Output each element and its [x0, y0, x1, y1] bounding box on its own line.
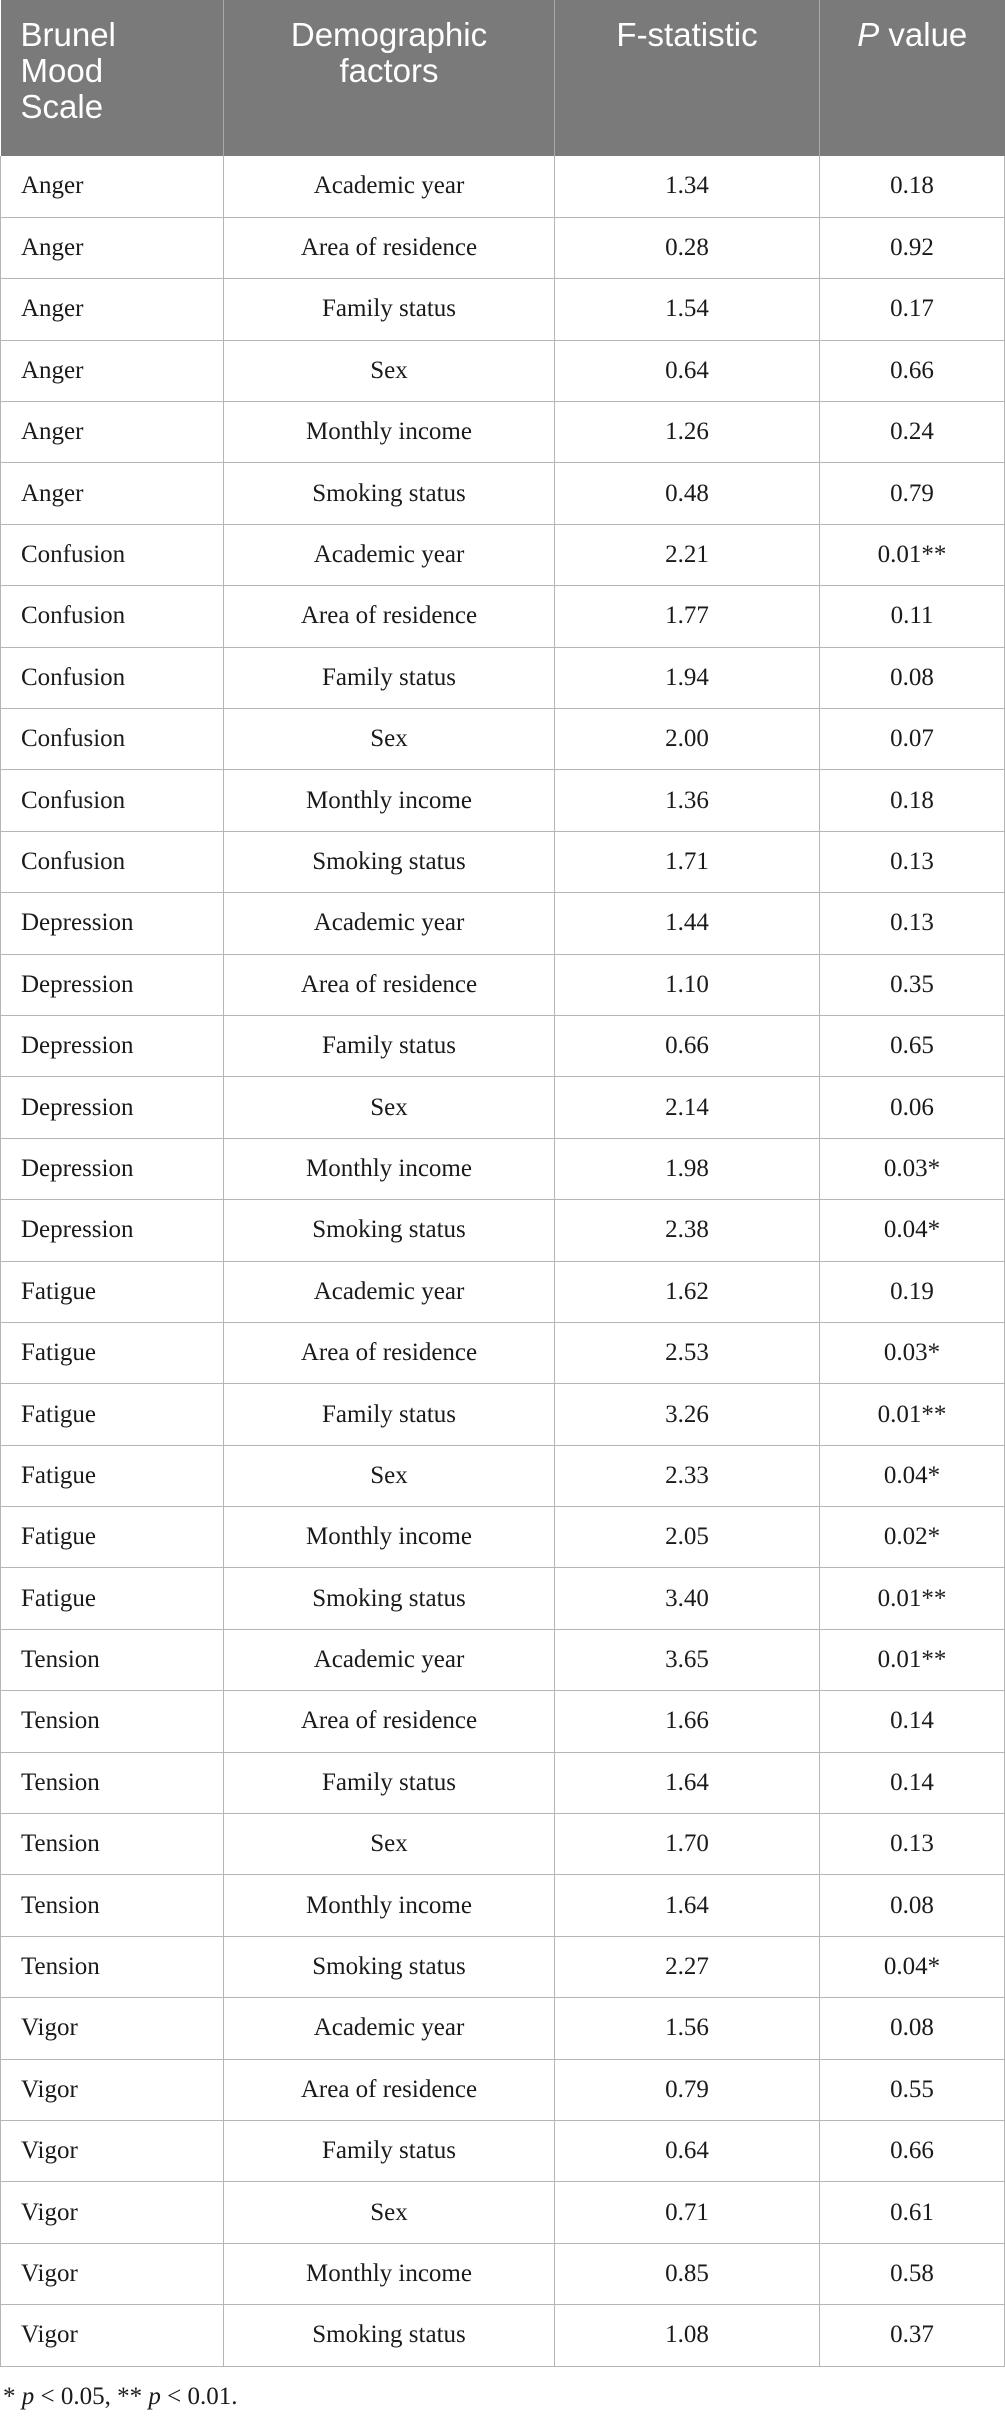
table-row — [1, 586, 1005, 647]
cell-p-value: 0.02* — [820, 1507, 1005, 1568]
cell-mood-scale: Depression — [1, 893, 224, 954]
cell-demographic-factor: Family status — [224, 1015, 555, 1076]
cell-f-statistic: 0.48 — [555, 463, 820, 524]
table-row — [1, 1998, 1005, 2059]
cell-p-value: 0.37 — [820, 2305, 1005, 2366]
cell-f-statistic: 1.34 — [555, 156, 820, 217]
cell-demographic-factor: Monthly income — [224, 770, 555, 831]
footnote-p-italic: p — [148, 2383, 161, 2410]
table-header — [1, 0, 1005, 156]
cell-demographic-factor: Smoking status — [224, 1936, 555, 1997]
cell-mood-scale: Fatigue — [1, 1445, 224, 1506]
cell-f-statistic: 2.38 — [555, 1200, 820, 1261]
cell-f-statistic: 1.08 — [555, 2305, 820, 2366]
cell-demographic-factor: Area of residence — [224, 1691, 555, 1752]
cell-p-value: 0.08 — [820, 1998, 1005, 2059]
cell-mood-scale: Tension — [1, 1691, 224, 1752]
header-brunel-mood-scale — [1, 0, 224, 156]
header-text: F-statistic — [616, 16, 758, 53]
cell-mood-scale: Vigor — [1, 2059, 224, 2120]
cell-demographic-factor: Monthly income — [224, 1138, 555, 1199]
cell-demographic-factor: Sex — [224, 1445, 555, 1506]
cell-p-value: 0.24 — [820, 402, 1005, 463]
cell-p-value: 0.13 — [820, 831, 1005, 892]
footnote-p-italic: p — [21, 2383, 35, 2410]
cell-f-statistic: 3.65 — [555, 1629, 820, 1690]
cell-mood-scale: Anger — [1, 156, 224, 217]
cell-p-value: 0.13 — [820, 1814, 1005, 1875]
table-row — [1, 831, 1005, 892]
cell-p-value: 0.58 — [820, 2243, 1005, 2304]
cell-mood-scale: Fatigue — [1, 1261, 224, 1322]
cell-demographic-factor: Academic year — [224, 893, 555, 954]
cell-f-statistic: 1.44 — [555, 893, 820, 954]
table-row — [1, 524, 1005, 585]
cell-p-value: 0.08 — [820, 1875, 1005, 1936]
cell-f-statistic: 0.79 — [555, 2059, 820, 2120]
cell-f-statistic: 1.98 — [555, 1138, 820, 1199]
table-row — [1, 1936, 1005, 1997]
cell-mood-scale: Fatigue — [1, 1507, 224, 1568]
cell-f-statistic: 0.85 — [555, 2243, 820, 2304]
cell-demographic-factor: Family status — [224, 647, 555, 708]
cell-p-value: 0.04* — [820, 1445, 1005, 1506]
cell-f-statistic: 1.62 — [555, 1261, 820, 1322]
cell-demographic-factor: Monthly income — [224, 2243, 555, 2304]
table-row — [1, 156, 1005, 217]
cell-p-value: 0.35 — [820, 954, 1005, 1015]
table-row — [1, 340, 1005, 401]
cell-f-statistic: 0.71 — [555, 2182, 820, 2243]
cell-p-value: 0.08 — [820, 647, 1005, 708]
cell-f-statistic: 2.21 — [555, 524, 820, 585]
cell-demographic-factor: Sex — [224, 1077, 555, 1138]
table-row — [1, 2243, 1005, 2304]
cell-mood-scale: Anger — [1, 463, 224, 524]
cell-p-value: 0.66 — [820, 2121, 1005, 2182]
cell-f-statistic: 3.26 — [555, 1384, 820, 1445]
cell-f-statistic: 1.66 — [555, 1691, 820, 1752]
table-row — [1, 463, 1005, 524]
cell-f-statistic: 2.00 — [555, 709, 820, 770]
cell-p-value: 0.14 — [820, 1752, 1005, 1813]
cell-mood-scale: Anger — [1, 340, 224, 401]
cell-demographic-factor: Smoking status — [224, 2305, 555, 2366]
header-line: Scale — [20, 88, 104, 125]
cell-p-value: 0.11 — [820, 586, 1005, 647]
cell-f-statistic: 1.94 — [555, 647, 820, 708]
cell-mood-scale: Tension — [1, 1936, 224, 1997]
cell-mood-scale: Vigor — [1, 2305, 224, 2366]
cell-p-value: 0.61 — [820, 2182, 1005, 2243]
cell-p-value: 0.18 — [820, 156, 1005, 217]
table-row — [1, 647, 1005, 708]
cell-p-value: 0.01** — [820, 1568, 1005, 1629]
cell-demographic-factor: Area of residence — [224, 586, 555, 647]
cell-mood-scale: Tension — [1, 1752, 224, 1813]
footnote-text: < 0.01. — [160, 2383, 238, 2410]
table-row — [1, 279, 1005, 340]
cell-p-value: 0.92 — [820, 217, 1005, 278]
cell-f-statistic: 1.36 — [555, 770, 820, 831]
cell-mood-scale: Confusion — [1, 586, 224, 647]
cell-demographic-factor: Area of residence — [224, 217, 555, 278]
cell-demographic-factor: Monthly income — [224, 1507, 555, 1568]
cell-p-value: 0.01** — [820, 524, 1005, 585]
cell-mood-scale: Fatigue — [1, 1384, 224, 1445]
cell-demographic-factor: Area of residence — [224, 954, 555, 1015]
cell-f-statistic: 0.64 — [555, 340, 820, 401]
cell-mood-scale: Tension — [1, 1875, 224, 1936]
header-line: Demographic — [290, 16, 488, 53]
cell-demographic-factor: Sex — [224, 1814, 555, 1875]
cell-f-statistic: 2.27 — [555, 1936, 820, 1997]
cell-p-value: 0.18 — [820, 770, 1005, 831]
cell-demographic-factor: Family status — [224, 279, 555, 340]
cell-p-value: 0.01** — [820, 1384, 1005, 1445]
table-footnote — [3, 2383, 237, 2411]
cell-f-statistic: 0.66 — [555, 1015, 820, 1076]
table-row — [1, 1138, 1005, 1199]
cell-demographic-factor: Sex — [224, 340, 555, 401]
table-row — [1, 1752, 1005, 1813]
table-row — [1, 2305, 1005, 2366]
cell-mood-scale: Confusion — [1, 524, 224, 585]
cell-mood-scale: Depression — [1, 954, 224, 1015]
cell-mood-scale: Depression — [1, 1077, 224, 1138]
cell-demographic-factor: Academic year — [224, 1261, 555, 1322]
cell-p-value: 0.06 — [820, 1077, 1005, 1138]
cell-f-statistic: 1.54 — [555, 279, 820, 340]
cell-demographic-factor: Family status — [224, 1752, 555, 1813]
footnote-star: * — [3, 2383, 22, 2410]
table-row — [1, 954, 1005, 1015]
table-row — [1, 217, 1005, 278]
cell-p-value: 0.65 — [820, 1015, 1005, 1076]
cell-f-statistic: 0.64 — [555, 2121, 820, 2182]
cell-mood-scale: Vigor — [1, 2182, 224, 2243]
cell-p-value: 0.13 — [820, 893, 1005, 954]
cell-demographic-factor: Smoking status — [224, 1568, 555, 1629]
table-row — [1, 1691, 1005, 1752]
header-line: factors — [339, 52, 439, 89]
cell-demographic-factor: Academic year — [224, 1629, 555, 1690]
cell-p-value: 0.01** — [820, 1629, 1005, 1690]
cell-f-statistic: 1.64 — [555, 1875, 820, 1936]
cell-f-statistic: 2.05 — [555, 1507, 820, 1568]
cell-mood-scale: Fatigue — [1, 1322, 224, 1383]
cell-f-statistic: 1.56 — [555, 1998, 820, 2059]
cell-f-statistic: 1.71 — [555, 831, 820, 892]
table-row — [1, 1507, 1005, 1568]
table-row — [1, 1077, 1005, 1138]
cell-p-value: 0.14 — [820, 1691, 1005, 1752]
header-p-value — [820, 0, 1005, 156]
header-f-statistic — [555, 0, 820, 156]
table-row — [1, 1015, 1005, 1076]
cell-f-statistic: 2.33 — [555, 1445, 820, 1506]
cell-demographic-factor: Smoking status — [224, 831, 555, 892]
table-row — [1, 2182, 1005, 2243]
table-row — [1, 1322, 1005, 1383]
cell-demographic-factor: Family status — [224, 1384, 555, 1445]
cell-f-statistic: 1.26 — [555, 402, 820, 463]
header-demographic-factors — [224, 0, 555, 156]
table-row — [1, 709, 1005, 770]
cell-demographic-factor: Monthly income — [224, 1875, 555, 1936]
footnote-text: < 0.05, ** — [34, 2383, 149, 2410]
cell-f-statistic: 1.77 — [555, 586, 820, 647]
cell-p-value: 0.03* — [820, 1138, 1005, 1199]
cell-demographic-factor: Sex — [224, 709, 555, 770]
cell-demographic-factor: Family status — [224, 2121, 555, 2182]
cell-p-value: 0.07 — [820, 709, 1005, 770]
cell-demographic-factor: Area of residence — [224, 2059, 555, 2120]
table-body — [1, 156, 1005, 2366]
cell-mood-scale: Depression — [1, 1138, 224, 1199]
table-row — [1, 1814, 1005, 1875]
cell-demographic-factor: Academic year — [224, 524, 555, 585]
cell-mood-scale: Confusion — [1, 647, 224, 708]
cell-mood-scale: Vigor — [1, 1998, 224, 2059]
cell-p-value: 0.04* — [820, 1936, 1005, 1997]
cell-f-statistic: 2.14 — [555, 1077, 820, 1138]
table-row — [1, 402, 1005, 463]
cell-mood-scale: Anger — [1, 279, 224, 340]
cell-f-statistic: 1.64 — [555, 1752, 820, 1813]
cell-demographic-factor: Academic year — [224, 1998, 555, 2059]
cell-mood-scale: Vigor — [1, 2243, 224, 2304]
cell-p-value: 0.19 — [820, 1261, 1005, 1322]
cell-mood-scale: Confusion — [1, 770, 224, 831]
table-row — [1, 1629, 1005, 1690]
cell-f-statistic: 1.10 — [555, 954, 820, 1015]
table-row — [1, 1445, 1005, 1506]
cell-mood-scale: Vigor — [1, 2121, 224, 2182]
cell-mood-scale: Tension — [1, 1814, 224, 1875]
cell-demographic-factor: Sex — [224, 2182, 555, 2243]
cell-mood-scale: Tension — [1, 1629, 224, 1690]
cell-mood-scale: Fatigue — [1, 1568, 224, 1629]
cell-p-value: 0.55 — [820, 2059, 1005, 2120]
table-row — [1, 1261, 1005, 1322]
cell-mood-scale: Anger — [1, 402, 224, 463]
cell-demographic-factor: Smoking status — [224, 463, 555, 524]
cell-mood-scale: Confusion — [1, 709, 224, 770]
cell-p-value: 0.03* — [820, 1322, 1005, 1383]
header-p-italic: P — [857, 16, 880, 53]
cell-p-value: 0.79 — [820, 463, 1005, 524]
table-row — [1, 1875, 1005, 1936]
cell-f-statistic: 1.70 — [555, 1814, 820, 1875]
cell-demographic-factor: Academic year — [224, 156, 555, 217]
cell-demographic-factor: Smoking status — [224, 1200, 555, 1261]
cell-f-statistic: 3.40 — [555, 1568, 820, 1629]
cell-p-value: 0.66 — [820, 340, 1005, 401]
header-p-rest: value — [879, 16, 968, 53]
cell-mood-scale: Confusion — [1, 831, 224, 892]
cell-p-value: 0.17 — [820, 279, 1005, 340]
header-line: Mood — [20, 52, 104, 89]
cell-mood-scale: Depression — [1, 1015, 224, 1076]
cell-demographic-factor: Area of residence — [224, 1322, 555, 1383]
table-row — [1, 770, 1005, 831]
cell-mood-scale: Depression — [1, 1200, 224, 1261]
table-row — [1, 893, 1005, 954]
table-row — [1, 1568, 1005, 1629]
cell-f-statistic: 0.28 — [555, 217, 820, 278]
cell-p-value: 0.04* — [820, 1200, 1005, 1261]
table-row — [1, 2059, 1005, 2120]
cell-f-statistic: 2.53 — [555, 1322, 820, 1383]
table-row — [1, 1384, 1005, 1445]
table-row — [1, 2121, 1005, 2182]
cell-demographic-factor: Monthly income — [224, 402, 555, 463]
header-line: Brunel — [20, 16, 116, 53]
table-row — [1, 1200, 1005, 1261]
header-row — [1, 0, 1005, 156]
cell-mood-scale: Anger — [1, 217, 224, 278]
